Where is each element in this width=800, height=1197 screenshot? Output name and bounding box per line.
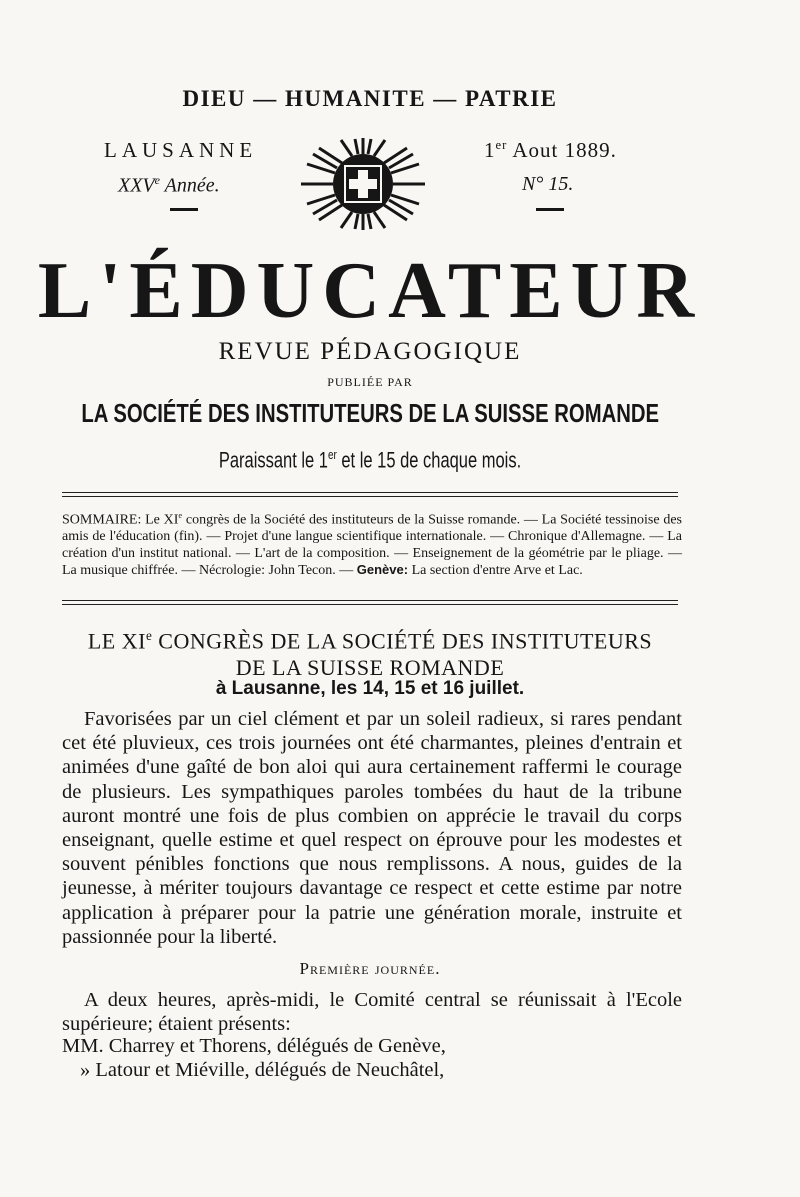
issue-number: N° 15.	[522, 173, 574, 195]
city: LAUSANNE	[104, 138, 258, 162]
issue-date: 1er Aout 1889.	[484, 138, 617, 162]
attendee-line: MM. Charrey et Thorens, délégués de Genève,	[62, 1035, 446, 1057]
publication-frequency: Paraissant le 1er et le 15 de chaque mois.	[218, 447, 522, 473]
double-rule-bottom	[62, 600, 678, 605]
motto: DIEU — HUMANITE — PATRIE	[182, 86, 558, 111]
journal-title: L'ÉDUCATEUR	[37, 247, 703, 335]
society-name: LA SOCIÉTÉ DES INSTITUTEURS DE LA SUISSE ROMANDE	[81, 398, 660, 428]
left-dash	[170, 208, 198, 211]
table-of-contents: SOMMAIRE: Le XIe congrès de la Société des instituteurs de la Suisse romande. — La Société tessinoise des amis de l'éducation (fin). — Projet d'une langue scientifique internationale. — Chronique d'Allemagne. — La création d'un institut national. — L'art de la composition. — Enseignement de la géométrie par le pliage. — La musique chiffrée. — Nécrologie: John Tecon. — Genève: La section d'entre Arve et Lac.	[62, 511, 682, 579]
right-dash	[536, 208, 564, 211]
swiss-cross-sunburst-emblem	[296, 138, 430, 230]
journal-subtitle: REVUE PÉDAGOGIQUE	[218, 338, 522, 365]
article-paragraph: A deux heures, après-midi, le Comité central se réunissait à l'Ecole supérieure; étaient présents:	[62, 989, 682, 1036]
article-title: LE XIe CONGRÈS DE LA SOCIÉTÉ DES INSTITUTEURS DE LA SUISSE ROMANDE	[87, 628, 653, 681]
published-by: PUBLIÉE PAR	[327, 375, 413, 389]
article-place-dates: à Lausanne, les 14, 15 et 16 juillet.	[215, 678, 525, 699]
article-paragraph: Favorisées par un ciel clément et par un soleil radieux, si rares pendant cet été pluvieux, ces trois journées ont été charmantes, pleines d'entrain et animées d'une gaîté de bon aloi qui aura certainement raffermi le courage de plusieurs. Les sympathiques paroles tombées du haut de la tribune auront montré une fois de plus combien on apprécie le travail du corps enseignant, quelle estime et quel respect on éprouve pour les modestes et souvent pénibles fonctions que nous remplissons. A nous, guides de la jeunesse, à mériter toujours davantage ce respect et cette estime par notre application à préparer pour la patrie une génération morale, instruite et passionnée pour la liberté.	[62, 708, 682, 948]
attendee-line: » Latour et Miéville, délégués de Neuchâtel,	[80, 1059, 445, 1081]
year-label: XXVe Année.	[118, 173, 220, 197]
double-rule-top	[62, 492, 678, 497]
section-heading: Première journée.	[299, 959, 441, 978]
